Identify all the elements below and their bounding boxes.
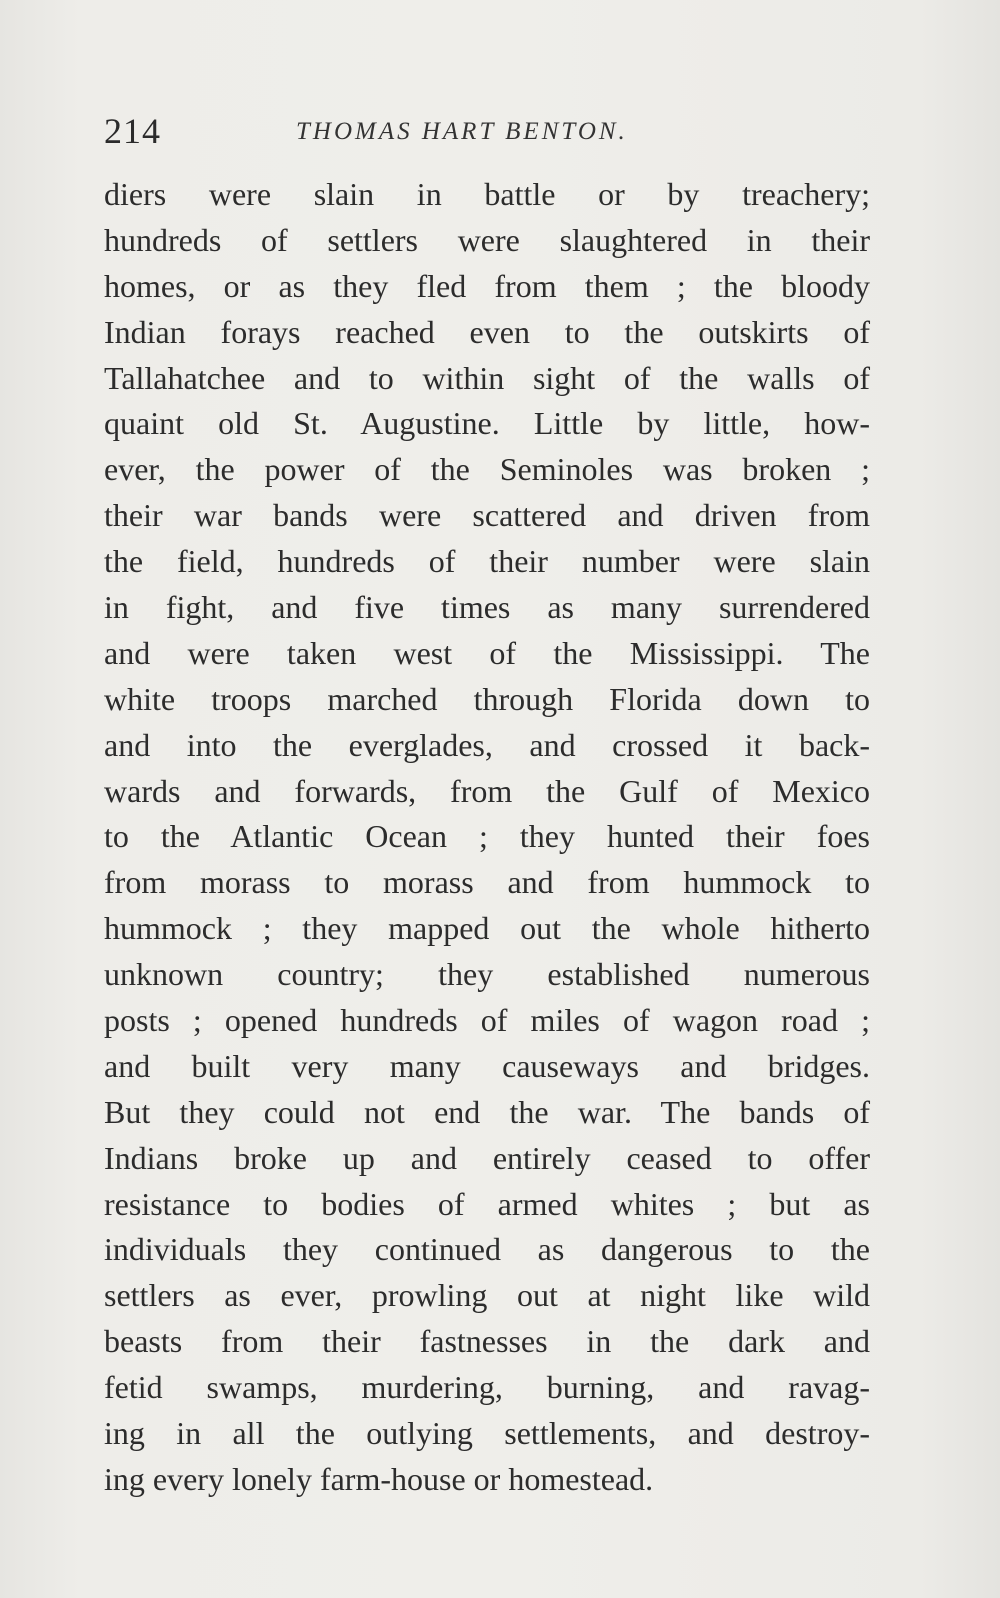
text-line: Indians broke up and entirely ceased to offer (104, 1139, 870, 1176)
text-line: Indian forays reached even to the outskirts of (104, 313, 870, 350)
text-line: homes, or as they fled from them ; the bloody (104, 267, 870, 304)
text-line: resistance to bodies of armed whites ; but as (104, 1185, 870, 1222)
text-line: individuals they continued as dangerous to the (104, 1231, 870, 1268)
page-number: 214 (104, 111, 161, 151)
text-line: settlers as ever, prowling out at night like wild (104, 1277, 870, 1314)
text-line: posts ; opened hundreds of miles of wagon road ; (104, 1002, 870, 1039)
text-line: quaint old St. Augustine. Little by little, how- (104, 405, 870, 442)
text-line: ing in all the outlying settlements, and destroy- (104, 1415, 870, 1452)
text-line: from morass to morass and from hummock to (104, 864, 870, 901)
text-line: their war bands were scattered and driven from (104, 497, 870, 534)
running-title: THOMAS HART BENTON. (296, 118, 628, 145)
text-line: to the Atlantic Ocean ; they hunted their foes (104, 818, 870, 855)
text-line: ing every lonely farm-house or homestead. (104, 1460, 654, 1497)
body-text (104, 172, 870, 1503)
text-line: in fight, and five times as many surrendered (104, 589, 870, 626)
text-line: and built very many causeways and bridges. (104, 1047, 870, 1084)
page-header (104, 110, 874, 160)
text-line: beasts from their fastnesses in the dark and (104, 1323, 870, 1360)
text-line: fetid swamps, murdering, burning, and ravag- (104, 1369, 870, 1406)
text-line: hundreds of settlers were slaughtered in their (104, 221, 870, 258)
text-line: and into the everglades, and crossed it back- (104, 726, 870, 763)
text-line: wards and forwards, from the Gulf of Mexico (104, 772, 870, 809)
text-line: unknown country; they established numerous (104, 956, 870, 993)
text-line: white troops marched through Florida down to (104, 680, 870, 717)
text-line: the field, hundreds of their number were slain (104, 543, 870, 580)
text-line: Tallahatchee and to within sight of the walls of (104, 359, 870, 396)
text-line: and were taken west of the Mississippi. The (104, 634, 870, 671)
text-line: diers were slain in battle or by treachery; (104, 176, 870, 212)
text-line: hummock ; they mapped out the whole hitherto (104, 910, 870, 947)
text-line: But they could not end the war. The bands of (104, 1093, 870, 1130)
text-line: ever, the power of the Seminoles was broken ; (104, 451, 870, 488)
